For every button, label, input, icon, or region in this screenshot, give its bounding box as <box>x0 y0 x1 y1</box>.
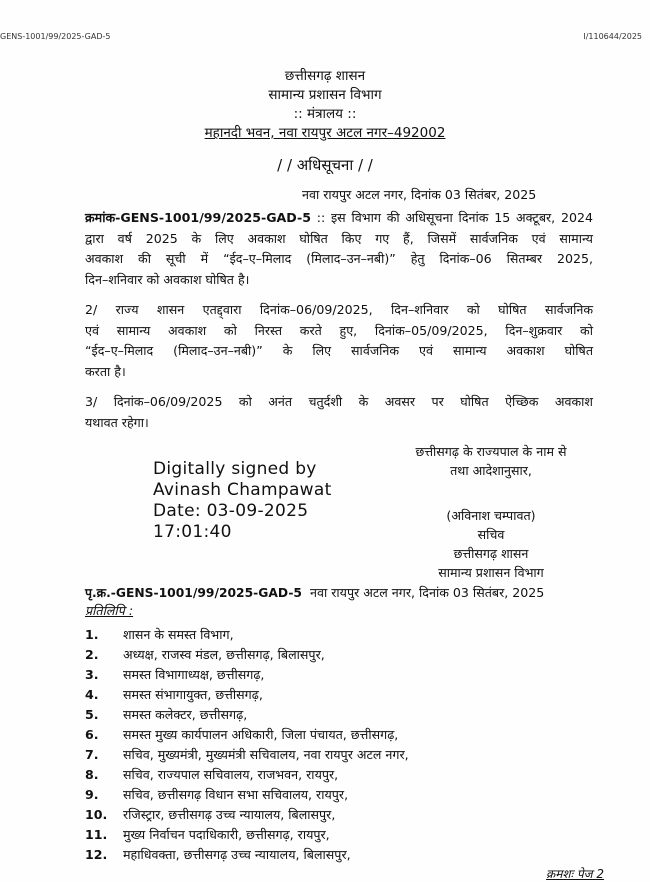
signatory-designation: सचिव <box>477 527 505 542</box>
authority-line-2: तथा आदेशानुसार, <box>450 463 532 478</box>
digital-signature-date: Date: 03-09-2025 <box>153 501 309 521</box>
paragraph-2-line-4: करता है। <box>85 363 126 379</box>
digital-signature-line-1: Digitally signed by <box>153 459 317 479</box>
paragraph-2-line-2: एवं सामान्य अवकाश को निरस्त करते हुए, दिनांक–05/09/2025, दिन–शुक्रवार को <box>85 322 593 338</box>
paragraph-3-line-1: 3/ दिनांक–06/09/2025 को अनंत चतुर्दशी के अवसर पर घोषित ऐच्छिक अवकाश <box>85 394 593 409</box>
paragraph-1-line-4: दिन–शनिवार को अवकाश घोषित है। <box>85 271 250 287</box>
list-item: 3. समस्त विभागाध्यक्ष, छत्तीसगढ़, <box>85 667 265 682</box>
header-ministry: :: मंत्रालय :: <box>293 106 357 122</box>
signatory-name: (अविनाश चम्पावत) <box>446 508 536 523</box>
list-item: 12. महाधिवक्ता, छत्तीसगढ़ उच्च न्यायालय, बिलासपुर, <box>85 847 351 862</box>
header-government: छत्तीसगढ़ शासन <box>284 68 366 84</box>
list-item: 10. रजिस्ट्रार, छत्तीसगढ़ उच्च न्यायालय, बिलासपुर, <box>85 807 336 822</box>
paragraph-3 <box>85 392 593 433</box>
list-item: 8. सचिव, राज्यपाल सचिवालय, राजभवन, रायपुर, <box>85 767 339 782</box>
signatory-department: सामान्य प्रशासन विभाग <box>438 565 544 580</box>
endorsement-place-date: नवा रायपुर अटल नगर, दिनांक 03 सितंबर, 2025 <box>310 585 545 600</box>
list-item: 2. अध्यक्ष, राजस्व मंडल, छत्तीसगढ़, बिलासपुर, <box>85 647 325 662</box>
list-item: 7. सचिव, मुख्यमंत्री, मुख्यमंत्री सचिवालय, नवा रायपुर अटल नगर, <box>85 747 409 762</box>
paragraph-1-line-3: अवकाश की सूची में “ईद–ए–मिलाद (मिलाद–उन–नबी)” हेतु दिनांक–06 सितम्बर 2025, <box>85 251 593 266</box>
digital-signature-name: Avinash Champawat <box>153 480 332 500</box>
authority-line-1: छत्तीसगढ़ के राज्यपाल के नाम से <box>415 444 567 459</box>
paragraph-1 <box>85 208 593 290</box>
place-date: नवा रायपुर अटल नगर, दिनांक 03 सितंबर, 2025 <box>302 187 537 202</box>
top-left-reference: GENS-1001/99/2025-GAD-5 <box>0 32 111 41</box>
continued-note: क्रमशः पेज 2 <box>546 867 604 881</box>
paragraph-2 <box>85 300 593 382</box>
endorsement-reference: पृ.क्र.-GENS-1001/99/2025-GAD-5 <box>85 586 302 600</box>
list-item: 5. समस्त कलेक्टर, छत्तीसगढ़, <box>85 707 248 722</box>
copy-to-label: प्रतिलिपि : <box>85 603 134 618</box>
header-address: महानदी भवन, नवा रायपुर अटल नगर–492002 <box>204 125 446 141</box>
list-item: 4. समस्त संभागायुक्त, छत्तीसगढ़, <box>85 687 263 702</box>
top-right-reference: I/110644/2025 <box>583 32 642 41</box>
digital-signature-time: 17:01:40 <box>153 522 232 542</box>
list-item: 11. मुख्य निर्वाचन पदाधिकारी, छत्तीसगढ़, रायपुर, <box>85 827 330 842</box>
list-item: 1. शासन के समस्त विभाग, <box>85 627 234 642</box>
list-item: 9. सचिव, छत्तीसगढ़ विधान सभा सचिवालय, रायपुर, <box>85 787 349 802</box>
paragraph-1-line-1: :: इस विभाग की अधिसूचना दिनांक 15 अक्टूबर, 2024 <box>310 210 593 225</box>
paragraph-2-line-3: “ईद–ए–मिलाद (मिलाद–उन–नबी)” के लिए सार्वजनिक एवं सामान्य अवकाश घोषित <box>85 343 593 358</box>
paragraph-2-line-1: 2/ राज्य शासन एतद्द्वारा दिनांक–06/09/2025, दिन–शनिवार को घोषित सार्वजनिक <box>85 302 593 317</box>
list-item: 6. समस्त मुख्य कार्यपालन अधिकारी, जिला पंचायत, छत्तीसगढ़, <box>85 727 399 742</box>
signatory-government: छत्तीसगढ़ शासन <box>453 546 529 561</box>
header-department: सामान्य प्रशासन विभाग <box>268 87 382 103</box>
order-reference: क्रमांक-GENS-1001/99/2025-GAD-5 <box>85 210 311 225</box>
digital-signature-block <box>153 459 332 543</box>
paragraph-1-line-2: द्वारा वर्ष 2025 के लिए अवकाश घोषित किए गए हैं, जिसमें सार्वजनिक एवं सामान्य <box>85 230 593 246</box>
paragraph-3-line-2: यथावत रहेगा। <box>85 414 149 430</box>
notification-title: / / अधिसूचना / / <box>277 156 373 174</box>
